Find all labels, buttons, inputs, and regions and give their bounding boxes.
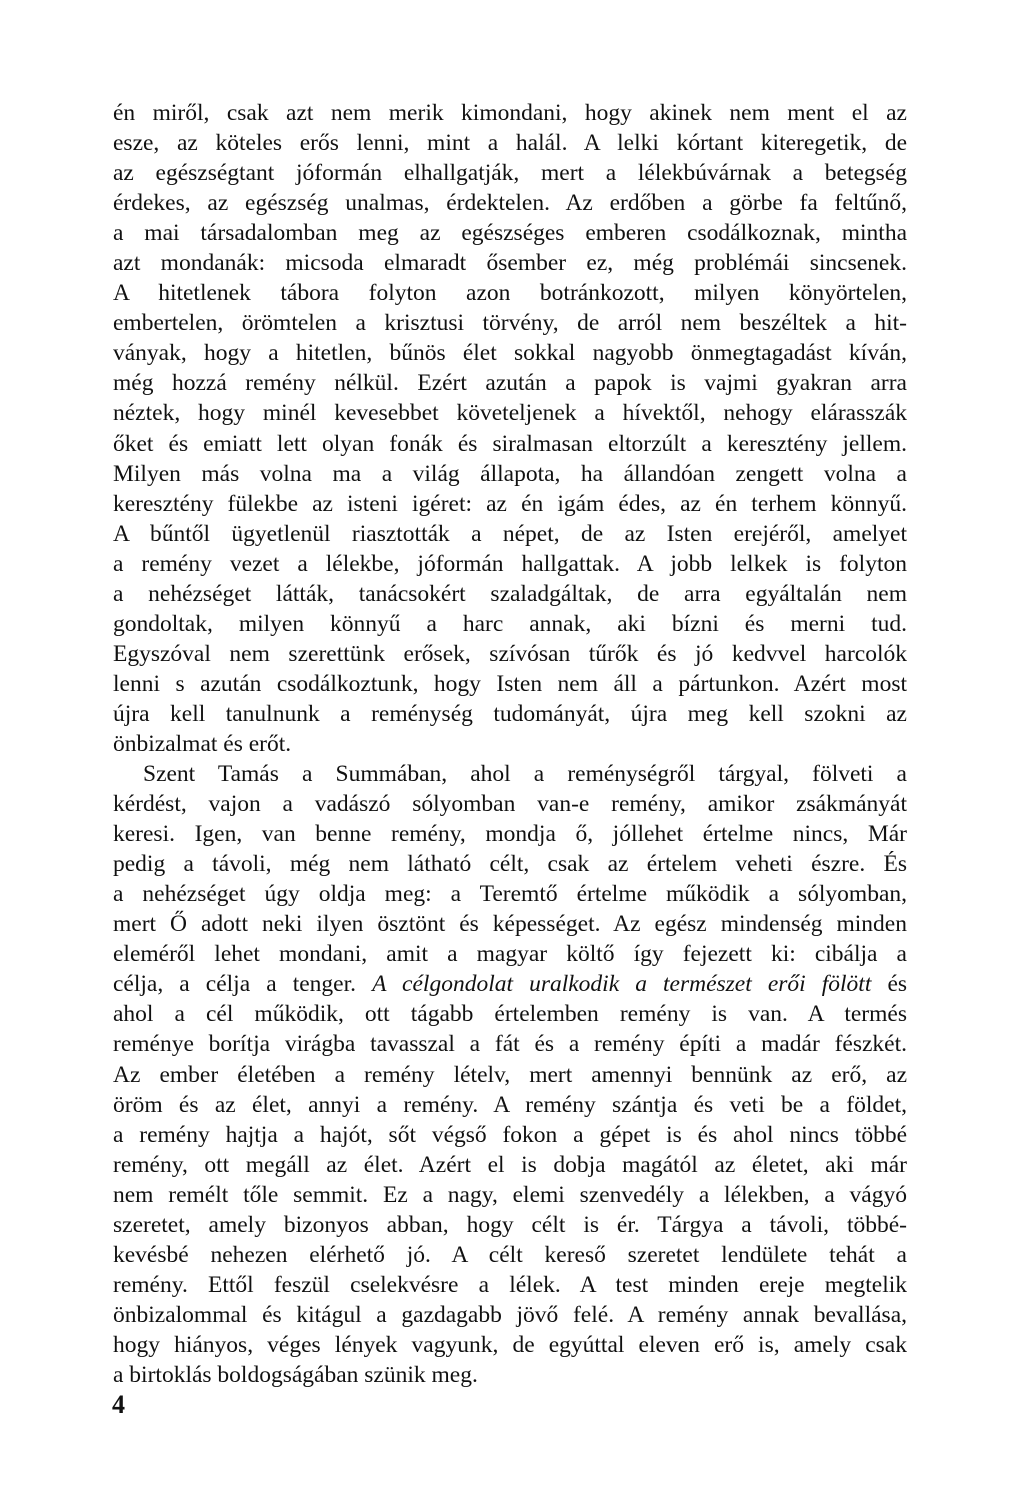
text-line: érdekes, az egészség unalmas, érdektelen. Az erdőben a görbe fa feltűnő, <box>113 190 907 217</box>
text-line: keresi. Igen, van benne remény, mondja ő, jóllehet értelme nincs, Már <box>113 821 907 848</box>
text-line: a nehézséget látták, tanácsokért szaladgáltak, de arra egyáltalán nem <box>113 580 907 607</box>
text-segment: és <box>887 971 908 998</box>
text-line: Milyen más volna ma a világ állapota, ha állandóan zengett volna a <box>113 460 907 487</box>
italic-phrase: A célgondolat uralkodik a természet erői fölött <box>372 971 872 998</box>
text-line: lenni s azután csodálkoztunk, hogy Isten nem áll a pártunkon. Azért most <box>113 670 907 697</box>
text-line: önbizalommal és kitágul a gazdagabb jövő felé. A remény annak bevallása, <box>113 1301 907 1328</box>
text-segment: célja, a célja a tenger. <box>113 971 356 998</box>
text-line: az egészségtant jóformán elhallgatják, mert a lélekbúvárnak a betegség <box>113 160 907 187</box>
page-number: 4 <box>112 1390 125 1419</box>
text-line: hogy hiányos, véges lények vagyunk, de egyúttal eleven erő is, amely csak <box>113 1331 907 1358</box>
text-line: a remény hajtja a hajót, sőt végső fokon a gépet is és ahol nincs többé <box>113 1121 907 1148</box>
text-line: keresztény fülekbe az isteni igéret: az én igám édes, az én terhem könnyű. <box>113 490 907 517</box>
text-line: pedig a távoli, még nem látható célt, csak az értelem veheti észre. És <box>113 851 907 878</box>
text-line: kevésbé nehezen elérhető jó. A célt kereső szeretet lendülete tehát a <box>113 1241 907 1268</box>
text-line: még hozzá remény nélkül. Ezért azután a papok is vajmi gyakran arra <box>113 370 907 397</box>
text-line: öröm és az élet, annyi a remény. A remény szántja és veti be a földet, <box>113 1091 907 1118</box>
text-line: Szent Tamás a Summában, ahol a reménységről tárgyal, fölveti a <box>143 761 907 788</box>
text-line: a birtoklás boldogságában szünik meg. <box>113 1361 478 1388</box>
text-line: azt mondanák: micsoda elmaradt ősember ez, még problémái sincsenek. <box>113 250 907 277</box>
text-line-with-italic <box>113 969 907 999</box>
text-line: a mai társadalomban meg az egészséges emberen csodálkoznak, mintha <box>113 220 907 247</box>
text-line: esze, az köteles erős lenni, mint a halál. A lelki kórtant kiteregetik, de <box>113 130 907 157</box>
text-line: mert Ő adott neki ilyen ösztönt és képességet. Az egész mindenség minden <box>113 911 907 938</box>
text-line: A hitetlenek tábora folyton azon botránkozott, milyen könyörtelen, <box>113 280 907 307</box>
text-block <box>113 98 907 1390</box>
text-line: ahol a cél működik, ott tágabb értelemben remény is van. A termés <box>113 1001 907 1028</box>
text-line: szeretet, amely bizonyos abban, hogy célt is ér. Tárgya a távoli, többé- <box>113 1211 907 1238</box>
text-line: őket és emiatt lett olyan fonák és siralmasan eltorzúlt a keresztény jellem. <box>113 430 907 457</box>
text-line: gondoltak, milyen könnyű a harc annak, aki bízni és merni tud. <box>113 610 907 637</box>
text-line: önbizalmat és erőt. <box>113 730 292 757</box>
text-line: ványak, hogy a hitetlen, bűnös élet sokkal nagyobb önmegtagadást kíván, <box>113 340 907 367</box>
text-line: A bűntől ügyetlenül riasztották a népet, de az Isten erejéről, amelyet <box>113 520 907 547</box>
text-line: a nehézséget úgy oldja meg: a Teremtő értelme működik a sólyomban, <box>113 881 907 908</box>
text-line: embertelen, örömtelen a krisztusi törvény, de arról nem beszéltek a hit- <box>113 310 907 337</box>
text-line: reménye borítja virágba tavasszal a fát és a remény építi a madár fészkét. <box>113 1031 907 1058</box>
text-line: Az ember életében a remény lételv, mert amennyi bennünk az erő, az <box>113 1061 907 1088</box>
text-line: remény, ott megáll az élet. Azért el is dobja magától az életet, aki már <box>113 1151 907 1178</box>
text-line: nem remélt tőle semmit. Ez a nagy, elemi szenvedély a lélekben, a vágyó <box>113 1181 907 1208</box>
text-line: remény. Ettől feszül cselekvésre a lélek. A test minden ereje megtelik <box>113 1271 907 1298</box>
text-line: Egyszóval nem szerettünk erősek, szívósan tűrők és jó kedvvel harcolók <box>113 640 907 667</box>
text-line: néztek, hogy minél kevesebbet követeljenek a hívektől, nehogy elárasszák <box>113 400 907 427</box>
text-line: a remény vezet a lélekbe, jóformán hallgattak. A jobb lelkek is folyton <box>113 550 907 577</box>
text-line: újra kell tanulnunk a reménység tudományát, újra meg kell szokni az <box>113 700 907 727</box>
text-line: kérdést, vajon a vadászó sólyomban van-e remény, amikor zsákmányát <box>113 791 907 818</box>
text-line: eleméről lehet mondani, amit a magyar költő így fejezett ki: cibálja a <box>113 941 907 968</box>
text-line: én miről, csak azt nem merik kimondani, hogy akinek nem ment el az <box>113 100 907 126</box>
